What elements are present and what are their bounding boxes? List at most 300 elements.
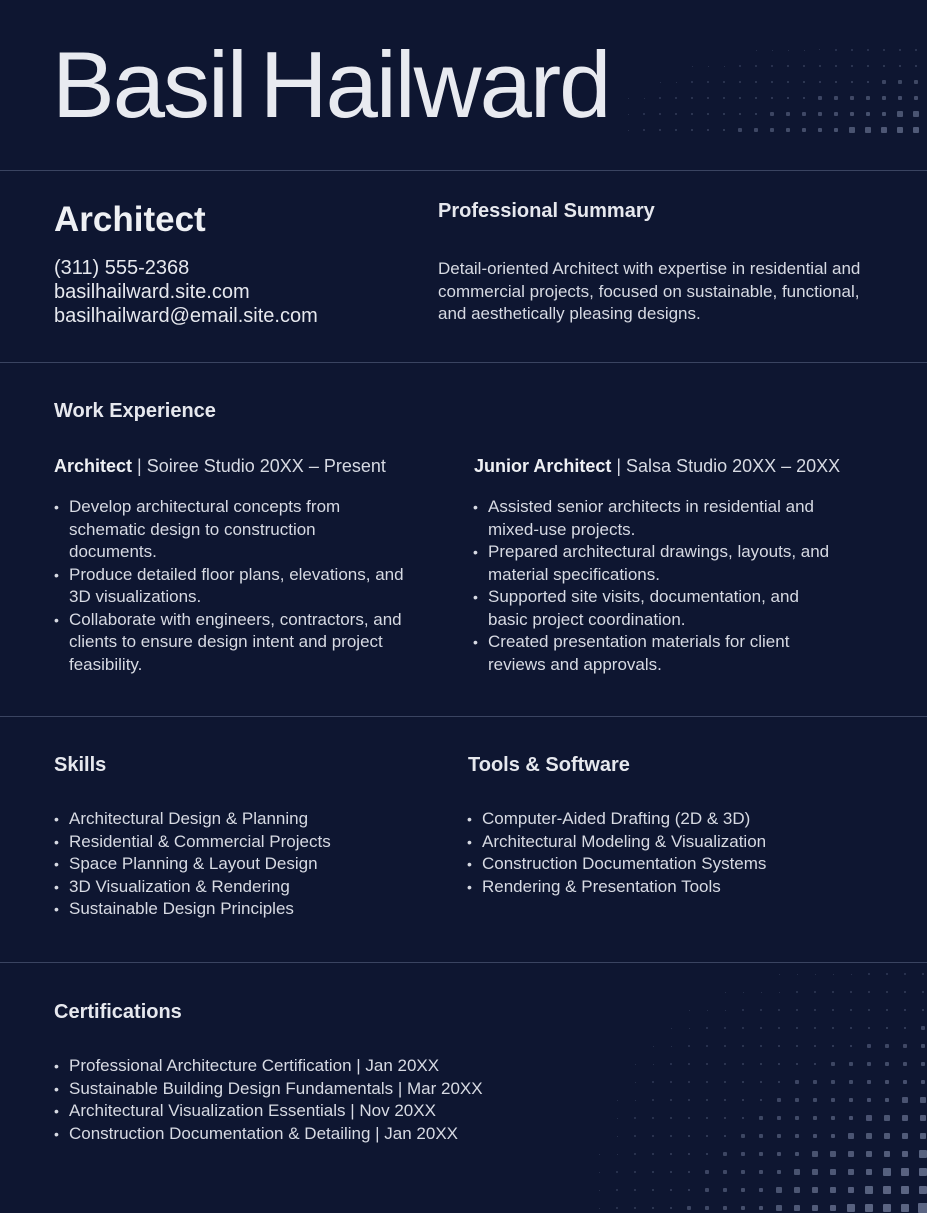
dot: [901, 1186, 909, 1194]
dot: [834, 112, 838, 116]
dot: [617, 1136, 618, 1137]
divider: [0, 170, 927, 171]
dot: [741, 1206, 746, 1211]
dot: [635, 1082, 636, 1083]
dot: [922, 1009, 925, 1012]
dot: [831, 1134, 836, 1139]
dot: [705, 1170, 708, 1173]
dot: [616, 1207, 617, 1208]
dot: [865, 1204, 873, 1212]
dot: [634, 1135, 635, 1136]
dot: [913, 127, 919, 133]
dot: [659, 113, 660, 114]
dot: [866, 112, 871, 117]
dot: [756, 50, 757, 51]
dot: [599, 1154, 600, 1155]
dot: [599, 1208, 600, 1209]
dot: [904, 1009, 906, 1011]
dot: [635, 1064, 636, 1065]
dot: [670, 1171, 672, 1173]
dot: [814, 1009, 816, 1011]
dot: [778, 1063, 780, 1065]
dot: [691, 81, 692, 82]
dot: [921, 1044, 925, 1048]
job-header: [474, 456, 840, 477]
dot: [616, 1171, 617, 1172]
dot: [691, 129, 693, 131]
dot: [787, 81, 789, 83]
job-details: | Salsa Studio 20XX – 20XX: [611, 456, 841, 476]
dot: [760, 1027, 762, 1029]
tools-heading: Tools & Software: [468, 754, 630, 776]
dot: [706, 1081, 708, 1083]
dot: [834, 128, 839, 133]
dot: [741, 1152, 745, 1156]
dot: [705, 1206, 709, 1210]
email-link[interactable]: basilhailward@email.site.com: [54, 305, 318, 327]
dot: [849, 1062, 852, 1065]
dot: [832, 1009, 834, 1011]
dot: [814, 1045, 816, 1047]
dot: [741, 1188, 745, 1192]
dot: [724, 1063, 726, 1065]
dot: [776, 1205, 781, 1210]
dot: [867, 81, 870, 84]
dot: [818, 96, 821, 99]
list-item: • Space Planning & Layout Design: [54, 853, 434, 876]
dot: [903, 1080, 908, 1085]
dot: [867, 1062, 871, 1066]
dot: [915, 65, 917, 67]
dot: [742, 1099, 745, 1102]
dot: [617, 1154, 618, 1155]
dot: [885, 1098, 890, 1103]
dot: [832, 1027, 834, 1029]
list-item: • Prepared architectural drawings, layouts, and material specifications.: [473, 541, 833, 586]
dot: [819, 65, 821, 67]
dot: [867, 65, 869, 67]
dot: [739, 113, 742, 116]
dot: [919, 1186, 927, 1194]
list-item: • Professional Architecture Certification | Jan 20XX: [54, 1055, 574, 1078]
dot: [866, 1115, 871, 1120]
dot: [868, 1027, 871, 1030]
list-item: • Supported site visits, documentation, and basic project coordination.: [473, 586, 833, 631]
dot: [830, 1151, 835, 1156]
dot: [691, 113, 693, 115]
job-header: [54, 456, 386, 477]
list-item: • Architectural Modeling & Visualization: [467, 831, 887, 854]
dot: [787, 97, 790, 100]
dot: [804, 50, 805, 51]
dot: [834, 96, 837, 99]
dot: [921, 1026, 924, 1029]
dot: [868, 1009, 870, 1011]
dot: [868, 973, 869, 974]
job-bullets: [54, 496, 404, 676]
list-item: • Construction Documentation & Detailing | Jan 20XX: [54, 1123, 574, 1146]
dot: [659, 129, 661, 131]
dot: [898, 80, 901, 83]
dot: [739, 65, 740, 66]
dot: [742, 1009, 743, 1010]
dot: [813, 1098, 817, 1102]
dot: [812, 1205, 818, 1211]
dot: [759, 1170, 763, 1174]
dot: [754, 128, 757, 131]
dot: [920, 1097, 925, 1102]
dot: [628, 114, 629, 115]
list-item: • Collaborate with engineers, contractors, and clients to ensure design intent and project feasibility.: [54, 609, 404, 677]
dot: [776, 1187, 781, 1192]
dot: [739, 81, 741, 83]
dot: [850, 1027, 852, 1029]
summary-heading: Professional Summary: [438, 200, 655, 222]
dot: [796, 1063, 799, 1066]
dot: [742, 1027, 743, 1028]
dot: [755, 113, 758, 116]
dot: [865, 127, 870, 132]
list-item: • Sustainable Building Design Fundamentals | Mar 20XX: [54, 1078, 574, 1101]
divider: [0, 716, 927, 717]
dot: [885, 1062, 889, 1066]
dot: [705, 1188, 708, 1191]
dot: [688, 1135, 690, 1137]
dot: [760, 1009, 761, 1010]
dot: [850, 1009, 852, 1011]
dot: [902, 1133, 908, 1139]
dot: [847, 1204, 854, 1211]
dot: [688, 1171, 691, 1174]
dot: [706, 1117, 708, 1119]
dot: [803, 81, 805, 83]
dot: [777, 1116, 781, 1120]
dot: [634, 1117, 635, 1118]
dot: [830, 1187, 836, 1193]
dot: [706, 1045, 707, 1046]
dot: [742, 1081, 744, 1083]
dot: [755, 65, 756, 66]
dot: [898, 96, 902, 100]
dot: [599, 1190, 600, 1191]
dot: [796, 1009, 797, 1010]
dot: [814, 1063, 817, 1066]
dot: [675, 113, 677, 115]
dot: [813, 1134, 818, 1139]
dot: [772, 50, 773, 51]
dot: [670, 1081, 671, 1082]
dot: [617, 1118, 618, 1119]
dot: [761, 992, 762, 993]
phone-number: (311) 555-2368: [54, 257, 190, 279]
dot: [770, 112, 773, 115]
dot: [796, 991, 797, 992]
divider: [0, 962, 927, 963]
dot: [687, 1206, 690, 1209]
dot: [725, 992, 726, 993]
dot: [865, 1186, 872, 1193]
dot: [882, 96, 886, 100]
job-title: Architect: [54, 200, 206, 239]
dot: [688, 1153, 690, 1155]
dot: [778, 1081, 781, 1084]
dot: [652, 1171, 654, 1173]
dot: [915, 49, 917, 51]
decorative-dot-pattern-bottom: [590, 965, 927, 1200]
dot: [675, 97, 676, 98]
dot: [660, 82, 661, 83]
dot: [849, 1098, 853, 1102]
dot: [634, 1207, 636, 1209]
dot: [795, 1152, 800, 1157]
dot: [814, 1027, 816, 1029]
dot: [913, 111, 918, 116]
dot: [897, 111, 902, 116]
dot: [802, 128, 806, 132]
dot: [794, 1169, 799, 1174]
job-role: Junior Architect: [474, 456, 612, 476]
dot: [918, 1203, 927, 1212]
dot: [670, 1135, 672, 1137]
dot: [884, 1133, 890, 1139]
dot: [885, 1044, 888, 1047]
dot: [771, 81, 773, 83]
dot: [738, 128, 741, 131]
last-name: Hailward: [259, 32, 610, 137]
dot: [670, 1153, 672, 1155]
dot: [688, 1045, 689, 1046]
dot: [653, 1064, 654, 1065]
decorative-dot-pattern-top: [620, 42, 927, 138]
dot: [850, 96, 854, 100]
dot: [723, 81, 724, 82]
dot: [771, 97, 773, 99]
dot: [778, 1009, 779, 1010]
dot: [723, 1152, 726, 1155]
dot: [886, 1009, 888, 1011]
dot: [830, 1169, 836, 1175]
dot: [812, 1187, 818, 1193]
dot: [921, 1062, 925, 1066]
dot: [831, 1080, 835, 1084]
dot: [901, 1204, 910, 1213]
dot: [850, 112, 854, 116]
dot: [643, 113, 644, 114]
dot: [691, 97, 692, 98]
work-experience-heading: Work Experience: [54, 400, 216, 422]
dot: [835, 49, 836, 50]
dot: [883, 1186, 891, 1194]
dot: [795, 1116, 799, 1120]
dot: [771, 65, 772, 66]
first-name: Basil: [52, 32, 246, 137]
dot: [707, 1010, 708, 1011]
dot: [797, 974, 798, 975]
dot: [868, 991, 870, 993]
dot: [851, 974, 852, 975]
certifications-list: [54, 1055, 574, 1145]
dot: [724, 66, 725, 67]
dot: [652, 1207, 654, 1209]
dot: [707, 113, 709, 115]
dot: [831, 1098, 835, 1102]
dot: [723, 1206, 727, 1210]
dot: [795, 1098, 798, 1101]
dot: [922, 973, 923, 974]
dot: [866, 1151, 872, 1157]
dot: [850, 991, 851, 992]
dot: [803, 65, 805, 67]
list-item: • Sustainable Design Principles: [54, 898, 434, 921]
dot: [723, 1170, 726, 1173]
dot: [759, 1188, 764, 1193]
dot: [886, 991, 888, 993]
dot: [882, 112, 887, 117]
dot: [867, 1080, 871, 1084]
dot: [848, 1133, 853, 1138]
list-item: • 3D Visualization & Rendering: [54, 876, 434, 899]
dot: [724, 1099, 726, 1101]
dot: [919, 1168, 927, 1176]
dot: [688, 1081, 690, 1083]
dot: [742, 1063, 744, 1065]
dot: [818, 112, 822, 116]
dot: [882, 80, 885, 83]
dot: [904, 1027, 907, 1030]
dot: [652, 1117, 653, 1118]
dot: [644, 98, 645, 99]
dot: [812, 1151, 817, 1156]
dot: [787, 65, 788, 66]
dot: [777, 1152, 781, 1156]
dot: [755, 97, 757, 99]
divider: [0, 362, 927, 363]
dot: [689, 1010, 690, 1011]
dot: [812, 1169, 817, 1174]
dot: [759, 1152, 763, 1156]
dot: [794, 1205, 800, 1211]
dot: [850, 1045, 853, 1048]
dot: [675, 129, 677, 131]
dot: [819, 81, 821, 83]
dot: [755, 81, 757, 83]
dot: [652, 1189, 654, 1191]
dot: [866, 96, 870, 100]
dot: [659, 97, 660, 98]
skills-heading: Skills: [54, 754, 107, 776]
list-item: • Architectural Design & Planning: [54, 808, 434, 831]
dot: [886, 973, 887, 974]
dot: [723, 113, 725, 115]
job-details: | Soiree Studio 20XX – Present: [132, 456, 386, 476]
dot: [848, 1187, 855, 1194]
dot: [725, 1010, 726, 1011]
dot: [867, 49, 868, 50]
dot: [813, 1116, 817, 1120]
list-item: • Architectural Visualization Essentials | Nov 20XX: [54, 1100, 574, 1123]
dot: [778, 1045, 780, 1047]
dot: [770, 128, 774, 132]
dot: [689, 1028, 690, 1029]
dot: [867, 1098, 872, 1103]
dot: [670, 1207, 673, 1210]
dot: [760, 1081, 763, 1084]
job-bullets: [473, 496, 833, 676]
website-link[interactable]: basilhailward.site.com: [54, 281, 250, 303]
dot: [706, 1135, 709, 1138]
dot: [724, 1045, 725, 1046]
contact-info: [54, 256, 318, 328]
dot: [815, 974, 816, 975]
dot: [777, 1170, 782, 1175]
dot: [759, 1134, 763, 1138]
dot: [832, 991, 833, 992]
dot: [866, 1169, 873, 1176]
dot: [739, 97, 741, 99]
list-item: • Computer-Aided Drafting (2D & 3D): [467, 808, 887, 831]
dot: [616, 1189, 617, 1190]
dot: [652, 1153, 654, 1155]
dot: [778, 1027, 780, 1029]
dot: [902, 1115, 908, 1121]
dot: [635, 1100, 636, 1101]
dot: [786, 112, 789, 115]
job-role: Architect: [54, 456, 133, 476]
dot: [903, 1044, 907, 1048]
dot: [706, 1063, 708, 1065]
dot: [706, 1153, 709, 1156]
dot: [723, 1188, 727, 1192]
dot: [724, 1081, 726, 1083]
dot: [706, 1099, 708, 1101]
skills-list: [54, 808, 434, 921]
dot: [920, 1115, 926, 1121]
dot: [723, 129, 726, 132]
dot: [832, 1045, 835, 1048]
dot: [777, 1098, 780, 1101]
dot: [867, 1044, 870, 1047]
dot: [830, 1205, 837, 1212]
dot: [652, 1099, 653, 1100]
dot: [628, 130, 629, 131]
tools-list: [467, 808, 887, 898]
dot: [795, 1134, 799, 1138]
dot: [802, 112, 806, 116]
list-item: • Assisted senior architects in residential and mixed-use projects.: [473, 496, 833, 541]
dot: [833, 974, 834, 975]
dot: [760, 1045, 762, 1047]
dot: [794, 1187, 799, 1192]
dot: [914, 96, 918, 100]
dot: [671, 1046, 672, 1047]
dot: [883, 65, 885, 67]
dot: [795, 1080, 798, 1083]
dot: [688, 1117, 690, 1119]
list-item: • Rendering & Presentation Tools: [467, 876, 887, 899]
dot: [671, 1028, 672, 1029]
dot: [742, 1045, 744, 1047]
dot: [904, 973, 905, 974]
list-item: • Develop architectural concepts from schematic design to construction documents.: [54, 496, 404, 564]
dot: [914, 80, 917, 83]
dot: [643, 129, 644, 130]
dot: [760, 1063, 762, 1065]
dot: [851, 81, 854, 84]
dot: [742, 1117, 745, 1120]
dot: [831, 1116, 836, 1121]
dot: [688, 1099, 690, 1101]
dot: [692, 66, 693, 67]
